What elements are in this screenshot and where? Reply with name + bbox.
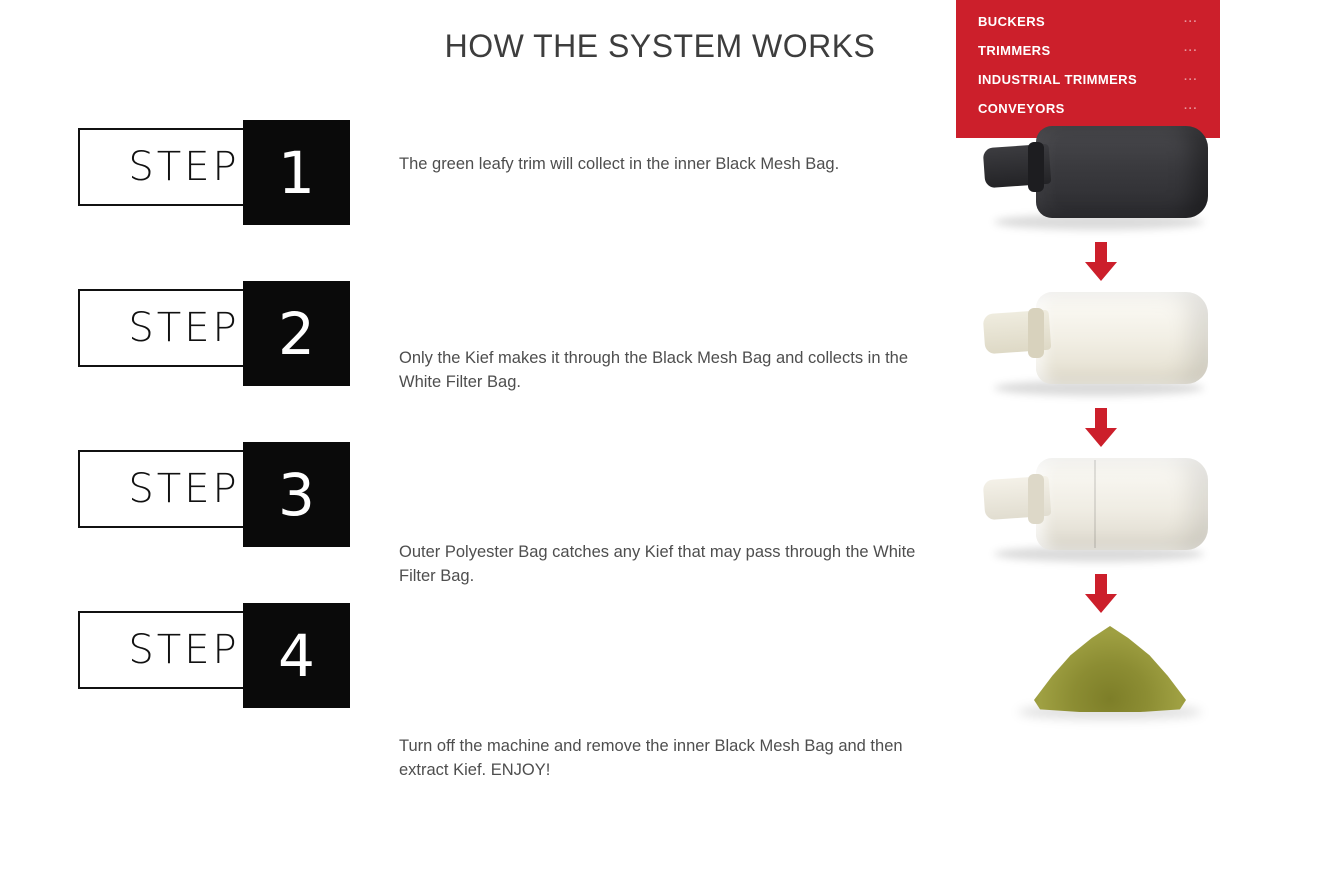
step-badge-3 bbox=[78, 442, 350, 547]
flow-arrow-2 bbox=[956, 408, 1246, 450]
step-description-2: Only the Kief makes it through the Black Mesh Bag and collects in the White Filter Bag. bbox=[399, 349, 909, 391]
page-title: HOW THE SYSTEM WORKS bbox=[444, 28, 876, 64]
step-badge-1 bbox=[78, 120, 350, 225]
ellipsis-icon: ··· bbox=[1184, 44, 1198, 57]
kief-pile-image bbox=[956, 616, 1246, 736]
menu-item-label: BUCKERS bbox=[978, 14, 1046, 29]
step-number-2: 2 bbox=[243, 281, 350, 386]
menu-item-industrial-trimmers[interactable] bbox=[978, 72, 1198, 87]
menu-item-conveyors[interactable] bbox=[978, 101, 1198, 116]
ellipsis-icon: ··· bbox=[1184, 102, 1198, 115]
white-filter-bag-image bbox=[956, 284, 1246, 408]
step-word-label-3: STEP bbox=[78, 450, 290, 528]
descriptions-column bbox=[399, 120, 919, 895]
flow-arrow-3 bbox=[956, 574, 1246, 616]
menu-item-buckers[interactable] bbox=[978, 14, 1198, 29]
ellipsis-icon: ··· bbox=[1184, 73, 1198, 86]
flow-arrow-1 bbox=[956, 242, 1246, 284]
step-word-label-1: STEP bbox=[78, 128, 290, 206]
black-mesh-bag-image bbox=[956, 118, 1246, 242]
step-word-label-4: STEP bbox=[78, 611, 290, 689]
menu-item-label: TRIMMERS bbox=[978, 43, 1051, 58]
step-badge-2 bbox=[78, 281, 350, 386]
menu-item-label: INDUSTRIAL TRIMMERS bbox=[978, 72, 1138, 87]
menu-item-trimmers[interactable] bbox=[978, 43, 1198, 58]
outer-polyester-bag-image bbox=[956, 450, 1246, 574]
steps-column bbox=[78, 120, 358, 764]
step-number-3: 3 bbox=[243, 442, 350, 547]
step-description-1: The green leafy trim will collect in the inner Black Mesh Bag. bbox=[399, 155, 840, 173]
menu-item-label: CONVEYORS bbox=[978, 101, 1065, 116]
illustration-column bbox=[956, 118, 1246, 736]
step-description-3: Outer Polyester Bag catches any Kief that may pass through the White Filter Bag. bbox=[399, 543, 916, 585]
step-badge-4 bbox=[78, 603, 350, 708]
step-word-label-2: STEP bbox=[78, 289, 290, 367]
step-number-4: 4 bbox=[243, 603, 350, 708]
step-description-4: Turn off the machine and remove the inner Black Mesh Bag and then extract Kief. ENJOY! bbox=[399, 737, 903, 779]
ellipsis-icon: ··· bbox=[1184, 15, 1198, 28]
step-number-1: 1 bbox=[243, 120, 350, 225]
